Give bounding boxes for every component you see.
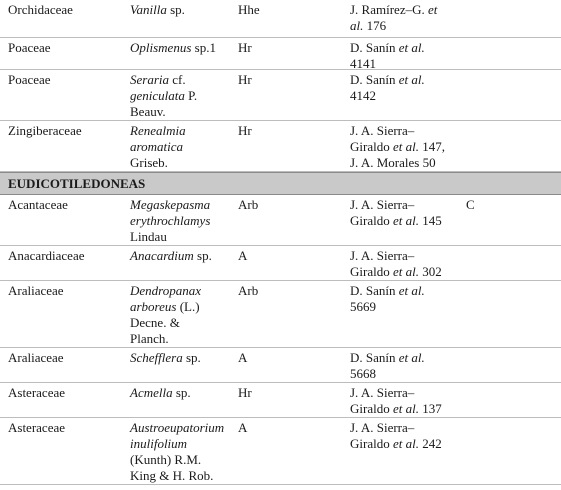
species-qualifier: sp. [193, 248, 212, 263]
voucher-line [350, 283, 460, 299]
species-line: Austroeupatorium [130, 420, 225, 435]
species-name: Seraria [130, 72, 169, 87]
species-author: Beauv. [130, 104, 166, 119]
collector: Giraldo [350, 139, 393, 154]
species-line: Megaskepasma [130, 197, 211, 212]
table-row [0, 0, 561, 38]
voucher-line: J. A. Sierra– [350, 248, 415, 263]
collector-number: 145 [418, 213, 442, 228]
habit-cell: A [238, 248, 248, 263]
voucher-line: J. A. Sierra– [350, 420, 415, 435]
collector-number: 242 [418, 436, 442, 451]
species-cell [130, 197, 230, 245]
family-cell: Acantaceae [8, 197, 68, 212]
voucher-cell [350, 2, 460, 34]
et-al: et al. [398, 40, 425, 55]
et-al: et al. [398, 350, 425, 365]
habit-cell: Hr [238, 40, 252, 55]
et-al: et al. [392, 213, 419, 228]
et-al: et al. [392, 139, 419, 154]
species-line: (Kunth) R.M. [130, 452, 202, 467]
species-cell [130, 283, 230, 347]
voucher-line: J. A. Morales 50 [350, 155, 436, 170]
family-cell: Orchidaceae [8, 2, 73, 17]
habit-cell: Arb [238, 197, 259, 212]
species-line: aromatica [130, 139, 183, 154]
voucher-cell [350, 197, 460, 229]
voucher-line [350, 264, 460, 280]
voucher-line [350, 139, 460, 155]
section-header [0, 172, 561, 195]
species-line [130, 385, 230, 401]
collector: Giraldo [350, 436, 393, 451]
table-row [0, 70, 561, 121]
species-qualifier: sp.1 [191, 40, 216, 55]
species-line [130, 40, 230, 56]
et-al: et al. [392, 436, 419, 451]
species-name: Acmella [130, 385, 173, 400]
et-al: et [427, 2, 438, 17]
species-line: Planch. [130, 331, 169, 346]
collector: J. Ramírez–G. [350, 2, 428, 17]
species-line [130, 248, 230, 264]
species-name: Vanilla [130, 2, 167, 17]
species-qualifier: sp. [172, 385, 191, 400]
species-qualifier: cf. [169, 72, 186, 87]
species-name: Schefflera [130, 350, 183, 365]
family-cell: Asteraceae [8, 420, 66, 435]
species-name: Oplismenus [130, 40, 192, 55]
et-al: et al. [398, 283, 425, 298]
table-row [0, 418, 561, 485]
collector: D. Sanín [350, 40, 399, 55]
collector-number: 4141 [350, 56, 376, 71]
species-author: P. [184, 88, 198, 103]
collector-number: 147, [418, 139, 445, 154]
species-cell [130, 385, 230, 401]
voucher-line [350, 72, 460, 88]
collector-number: 4142 [350, 88, 376, 103]
collector: D. Sanín [350, 283, 399, 298]
voucher-cell [350, 283, 460, 315]
species-line: Renealmia [130, 123, 186, 138]
habit-cell: Hr [238, 123, 252, 138]
species-qualifier: sp. [182, 350, 201, 365]
collector-number: 302 [418, 264, 442, 279]
species-cell [130, 2, 230, 18]
species-qualifier: sp. [166, 2, 185, 17]
voucher-line: J. A. Sierra– [350, 123, 415, 138]
species-line: Decne. & [130, 315, 180, 330]
collector-number: 137 [418, 401, 442, 416]
voucher-line [350, 213, 460, 229]
species-line: Lindau [130, 229, 167, 244]
section-title: EUDICOTILEDONEAS [8, 176, 146, 191]
habit-cell: Arb [238, 283, 259, 298]
table-row [0, 281, 561, 348]
species-line [130, 350, 230, 366]
voucher-line [350, 2, 460, 18]
voucher-cell [350, 385, 460, 417]
table-row [0, 383, 561, 418]
species-epithet: geniculata [130, 88, 185, 103]
extra-cell: C [466, 197, 475, 212]
species-line: inulifolium [130, 436, 188, 451]
collector: D. Sanín [350, 72, 399, 87]
species-cell [130, 248, 230, 264]
habit-cell: A [238, 420, 248, 435]
table-row [0, 121, 561, 172]
family-cell: Asteraceae [8, 385, 66, 400]
habit-cell: Hr [238, 385, 252, 400]
family-cell: Poaceae [8, 40, 51, 55]
species-epithet: arboreus [130, 299, 177, 314]
voucher-line [350, 88, 460, 104]
species-line [130, 2, 230, 18]
habit-cell: A [238, 350, 248, 365]
voucher-cell [350, 72, 460, 104]
voucher-line: 5668 [350, 366, 376, 381]
voucher-line [350, 401, 460, 417]
voucher-cell [350, 420, 460, 452]
species-line [130, 299, 230, 315]
table-row [0, 246, 561, 281]
collector: Giraldo [350, 213, 393, 228]
et-al: al. [350, 18, 364, 33]
family-cell: Anacardiaceae [8, 248, 85, 263]
family-cell: Araliaceae [8, 350, 64, 365]
et-al: et al. [392, 401, 419, 416]
voucher-line [350, 40, 460, 56]
voucher-line: J. A. Sierra– [350, 197, 415, 212]
voucher-line: 5669 [350, 299, 376, 314]
table-row [0, 195, 561, 246]
species-line [130, 104, 230, 120]
collector: D. Sanín [350, 350, 399, 365]
species-line: erythrochlamys [130, 213, 211, 228]
table-row [0, 38, 561, 70]
voucher-line [350, 436, 460, 452]
voucher-line: J. A. Sierra– [350, 385, 415, 400]
family-cell: Poaceae [8, 72, 51, 87]
voucher-cell [350, 40, 460, 72]
voucher-cell [350, 123, 460, 171]
voucher-line [350, 350, 460, 366]
species-cell [130, 420, 230, 484]
species-cell [130, 40, 230, 56]
et-al: et al. [392, 264, 419, 279]
species-line [130, 88, 230, 104]
species-name: Anacardium [130, 248, 194, 263]
species-line: Dendropanax [130, 283, 202, 298]
voucher-line [350, 18, 460, 34]
habit-cell: Hhe [238, 2, 260, 17]
habit-cell: Hr [238, 72, 252, 87]
table-row [0, 348, 561, 383]
voucher-cell [350, 350, 460, 382]
family-cell: Araliaceae [8, 283, 64, 298]
species-line: Griseb. [130, 155, 168, 170]
voucher-cell [350, 248, 460, 280]
species-line [130, 72, 230, 88]
species-author: (L.) [176, 299, 200, 314]
family-cell: Zingiberaceae [8, 123, 82, 138]
species-cell [130, 350, 230, 366]
species-line: King & H. Rob. [130, 468, 214, 483]
collector: Giraldo [350, 264, 393, 279]
collector-number: 176 [363, 18, 387, 33]
species-cell [130, 72, 230, 120]
et-al: et al. [398, 72, 425, 87]
species-cell [130, 123, 230, 171]
collector: Giraldo [350, 401, 393, 416]
